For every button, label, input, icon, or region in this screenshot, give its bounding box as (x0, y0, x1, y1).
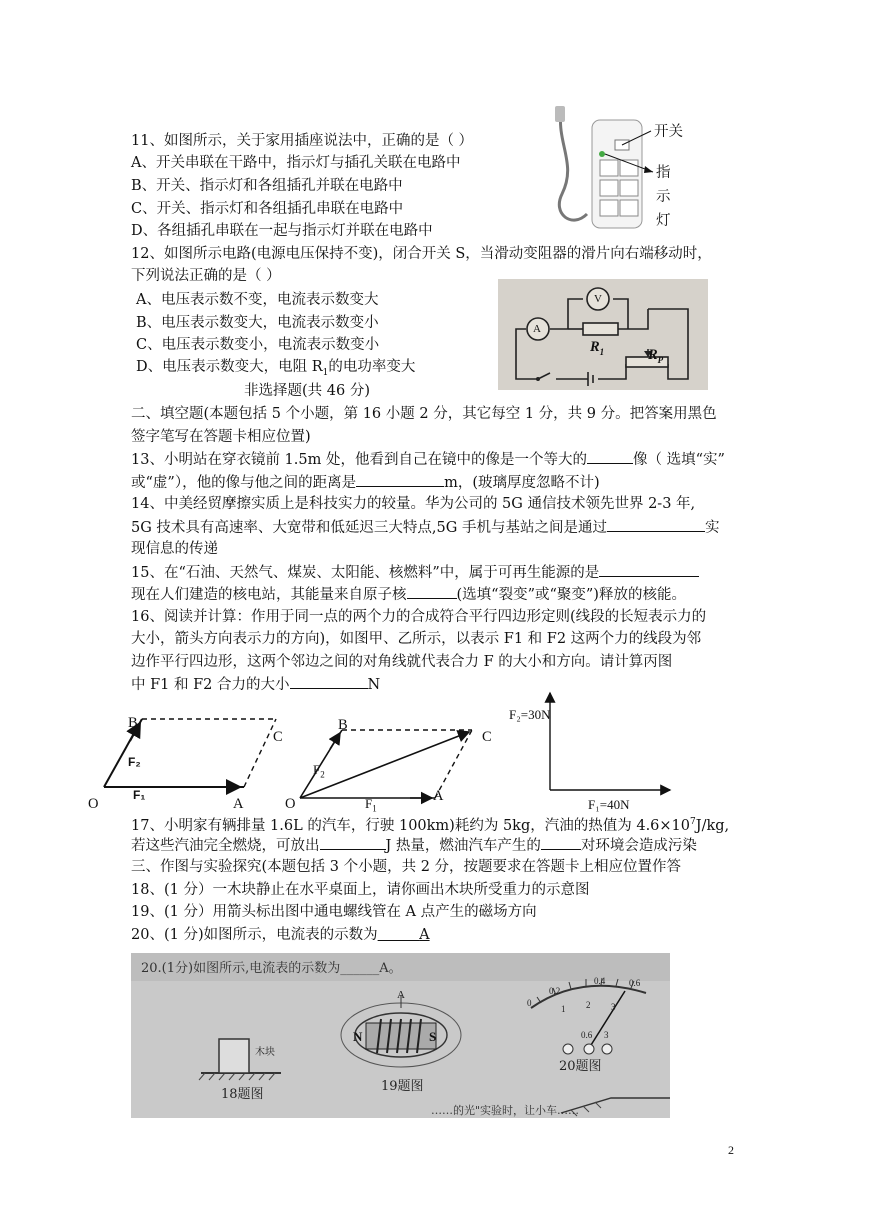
photo-a-label: A (397, 989, 405, 1001)
switch-label: 开关 (654, 124, 683, 140)
q11-option-c: C、开关、指示灯和各组插孔串联在电路中 (131, 201, 404, 217)
indicator-label-1: 指 (656, 165, 671, 181)
yi-label-a: A (433, 788, 444, 804)
jia-label-a: A (233, 796, 244, 812)
photo-footer: ……的光"实验时，让小车…… (431, 1104, 580, 1117)
indicator-label-3: 灯 (656, 213, 671, 229)
q17-blank-2[interactable] (541, 835, 581, 850)
photo-scale-0: 0 (527, 998, 532, 1008)
q17-line1: 17、小明家有辆排量 1.6L 的汽车，行驶 100km)耗约为 5kg，汽油的热值为 $4.6\times 10^7J/kg$, (131, 817, 730, 834)
photo-caption-19: 19题图 (381, 1079, 424, 1094)
section3-heading: 三、作图与实验探究(本题包括 3 个小题，共 2 分，按题要求在答题卡上相应位置作答 (131, 859, 682, 875)
q16-line1: 16、阅读并计算：作用于同一点的两个力的合成符合平行四边形定则(线段的长短表示力的 (131, 609, 707, 625)
jia-label-f2: F₂ (128, 755, 141, 769)
q12-stem-2: 下列说法正确的是（ ） (131, 268, 281, 284)
jia-label-f1: F₁ (133, 788, 146, 802)
ammeter-label: A (533, 323, 541, 335)
section2-line2: 签字笔写在答题卡相应位置) (131, 429, 311, 445)
q15-line2: 现在人们建造的核电站，其能量来自原子核 (选填“裂变”或“聚变”)释放的核能。 (131, 584, 686, 605)
photo-scale-02: 0.2 (549, 986, 561, 996)
photo-header: 20.(1分)如图所示,电流表的示数为______A。 (141, 961, 402, 976)
q12-option-d: D、电压表示数变大，电阻 $R_1$的电功率变大 (136, 359, 416, 378)
q11-option-d: D、各组插孔串联在一起与指示灯并联在电路中 (131, 223, 433, 239)
q12-option-a: A、电压表示数不变，电流表示数变大 (136, 292, 379, 308)
yi-label-f1: $F_1$ (365, 796, 377, 814)
photo-s-label: S (429, 1029, 437, 1044)
photo-scale-04: 0.4 (594, 976, 606, 986)
q14-line3: 现信息的传递 (131, 541, 218, 557)
q16-line3: 边作平行四边形，这两个邻边之间的对角线就代表合力 F 的大小和方向。请计算丙图 (131, 654, 673, 670)
q11-option-b: B、开关、指示灯和各组插孔并联在电路中 (131, 178, 403, 194)
photo-term-3: 3 (604, 1030, 609, 1040)
q12-stem-1: 12、如图所示电路(电源电压保持不变)，闭合开关 S，当滑动变阻器的滑片向右端移动时， (131, 246, 712, 262)
jia-label-c: C (273, 729, 283, 745)
q12-option-b: B、电压表示数变大，电流表示数变小 (136, 315, 379, 331)
photo-n-label: N (353, 1029, 363, 1044)
axes-bing (550, 693, 670, 790)
photo-caption-20: 20题图 (559, 1059, 602, 1074)
q20-text: 20、(1 分)如图所示，电流表的示数为 A (131, 927, 430, 943)
q15-blank-2[interactable] (407, 584, 457, 599)
photo-scale-1: 1 (561, 1004, 566, 1014)
section2-line1: 二、填空题(本题包括 5 个小题，第 16 小题 2 分，其它每空 1 分，共 9 分。把答案用黑色 (131, 406, 717, 422)
q15-line1: 15、在“石油、天然气、煤炭、太阳能、核燃料”中，属于可再生能源的是 (131, 562, 699, 583)
photo-term-06: 0.6 (581, 1030, 593, 1040)
q14-line1: 14、中美经贸摩擦实质上是科技实力的较量。华为公司的 5G 通信技术领先世界 2-3 年, (131, 496, 696, 512)
yi-label-f2: $F_2$ (313, 762, 325, 780)
q14-blank[interactable] (607, 517, 705, 532)
voltmeter-label: V (594, 293, 602, 305)
q17-line2: 若这些汽油完全燃烧，可放出 J 热量，燃油汽车产生的 对环境会造成污染 (131, 835, 697, 856)
q12-option-c: C、电压表示数变小，电流表示数变小 (136, 337, 380, 353)
bing-label-f1: F₁=40N (588, 797, 630, 812)
photo-scale-06: 0.6 (629, 978, 641, 988)
yi-label-c: C (482, 729, 492, 745)
q18-text: 18、(1 分）一木块静止在水平桌面上，请你画出木块所受重力的示意图 (131, 882, 590, 898)
r1-label: $R_1$ (590, 339, 605, 357)
nonchoice-heading: 非选择题(共 46 分) (244, 383, 370, 399)
q19-text: 19、(1 分）用箭头标出图中通电螺线管在 A 点产生的磁场方向 (131, 904, 537, 920)
yi-label-b: B (338, 717, 348, 733)
jia-label-b: B (128, 715, 138, 731)
page-number: 2 (728, 1143, 734, 1157)
photo-wood-label: 木块 (255, 1047, 275, 1058)
q13-blank-2[interactable] (356, 472, 444, 487)
photo-caption-18: 18题图 (221, 1087, 264, 1102)
indicator-label-2: 示 (656, 189, 671, 205)
photo-scale-2: 2 (586, 1000, 591, 1010)
q14-line2: 5G 技术具有高速率、大宽带和低延迟三大特点,5G 手机与基站之间是通过 实 (131, 517, 719, 538)
q17-blank-1[interactable] (320, 835, 386, 850)
q16-line4: 中 F1 和 F2 合力的大小 N (131, 674, 380, 695)
parallelogram-yi (300, 730, 472, 798)
q11-option-a: A、开关串联在干路中，指示灯与插孔关联在电路中 (131, 155, 461, 171)
q13-blank-1[interactable] (587, 449, 633, 464)
q16-line2: 大小，箭头方向表示力的方向)，如图甲、乙所示，以表示 F1 和 F2 这两个力的线段为邻 (131, 631, 702, 647)
rp-label: $R_P$ (648, 347, 664, 365)
q13-line2: 或“虚”），他的像与他之间的距离是 m，(玻璃厚度忽略不计) (131, 472, 600, 493)
q13-line1: 13、小明站在穿衣镜前 1.5m 处，他看到自己在镜中的像是一个等大的 像（ 选填“实” (131, 449, 725, 470)
circuit-figure (498, 279, 708, 390)
figures-photo (131, 953, 670, 1118)
yi-label-o: O (285, 796, 296, 812)
photo-scale-3: 3 (611, 1002, 616, 1012)
q15-blank-1[interactable] (599, 562, 699, 577)
q11-stem: 11、如图所示，关于家用插座说法中，正确的是（ ） (131, 133, 474, 149)
jia-label-o: O (88, 796, 99, 812)
bing-label-f2: F₂=30N (509, 707, 551, 722)
